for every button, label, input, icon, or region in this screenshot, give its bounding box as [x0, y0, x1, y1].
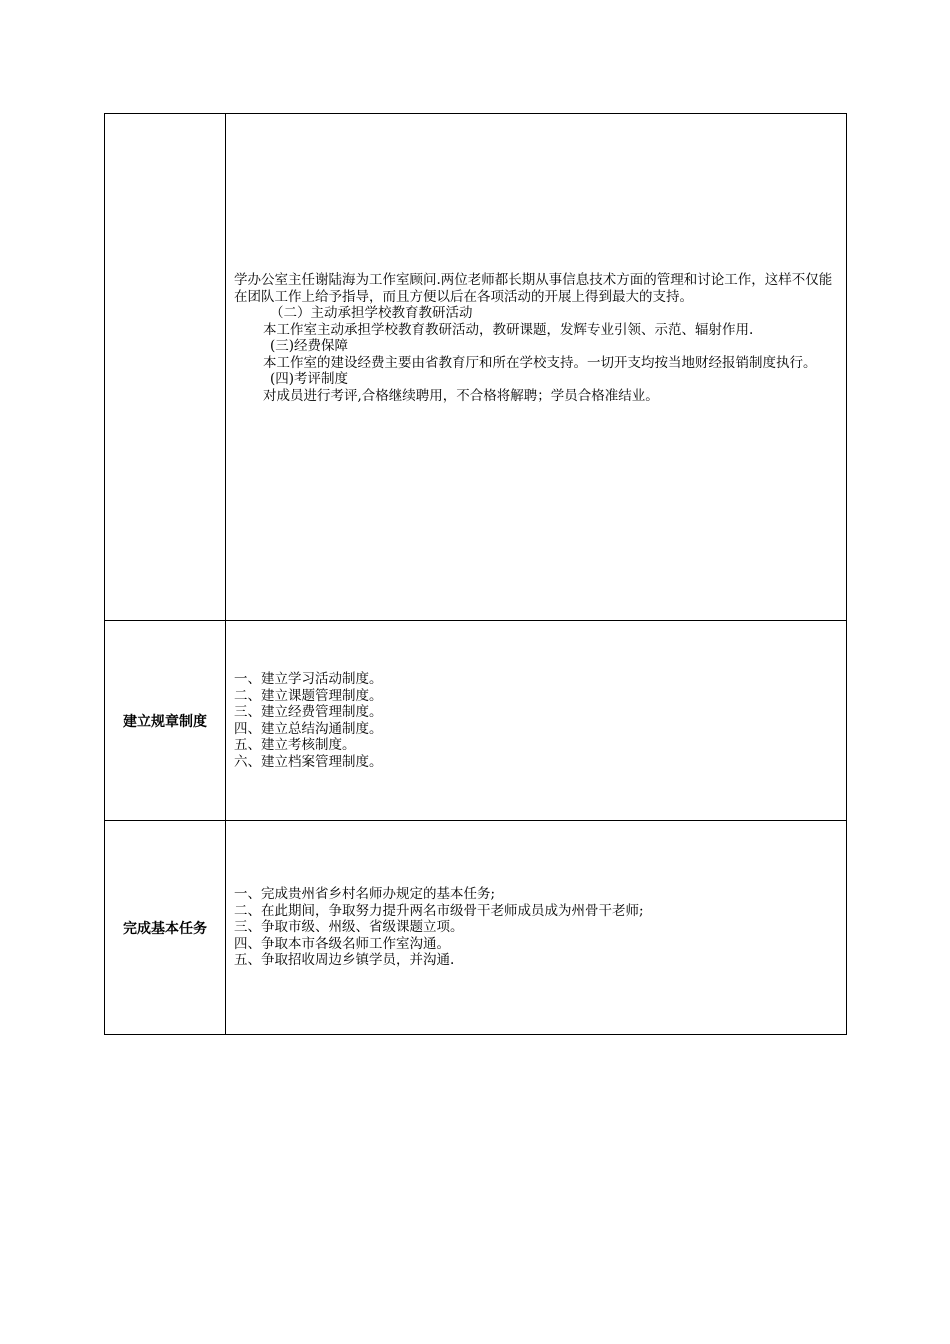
- paragraph-advisor: 学办公室主任谢陆海为工作室顾问.两位老师都长期从事信息技术方面的管理和讨论工作，这样不仅能在团队工作上给予指导，而且方便以后在各项活动的开展上得到最大的支持。: [234, 272, 833, 305]
- list-item: 六、建立档案管理制度。: [234, 753, 383, 770]
- heading-evaluation: (四)考评制度: [270, 371, 349, 387]
- row-label-regulations: 建立规章制度: [105, 621, 226, 821]
- list-item: 五、建立考核制度。: [234, 737, 356, 753]
- row-label-empty: [105, 114, 226, 621]
- list-item: 三、建立经费管理制度。: [234, 704, 383, 720]
- paragraph-teaching-research: 本工作室主动承担学校教育教研活动，教研课题，发辉专业引领、示范、辐射作用.: [263, 321, 754, 338]
- plan-table: [104, 113, 847, 1035]
- table-row-regulations: [105, 621, 847, 821]
- list-item: 二、建立课题管理制度。: [234, 687, 383, 704]
- regulations-list: [226, 621, 847, 821]
- list-item: 一、完成贵州省乡村名师办规定的基本任务;: [234, 886, 496, 903]
- heading-teaching-research: （二）主动承担学校教育教研活动: [270, 305, 473, 321]
- row-label-tasks: 完成基本任务: [105, 821, 226, 1035]
- list-item: 三、争取市级、州级、省级课题立项。: [234, 919, 464, 936]
- list-item: 五、争取招收周边乡镇学员，并沟通.: [234, 952, 455, 969]
- list-item: 一、建立学习活动制度。: [234, 671, 383, 687]
- paragraph-evaluation: 对成员进行考评,合格继续聘用，不合格将解聘；学员合格准结业。: [263, 387, 659, 404]
- table-row-management: [105, 114, 847, 621]
- paragraph-funding: 本工作室的建设经费主要由省教育厅和所在学校支持。一切开支均按当地财经报销制度执行。: [263, 354, 817, 371]
- list-item: 四、建立总结沟通制度。: [234, 720, 383, 737]
- heading-funding: (三)经费保障: [270, 338, 349, 354]
- list-item: 四、争取本市各级名师工作室沟通。: [234, 935, 450, 952]
- management-content: [226, 114, 847, 621]
- tasks-list: [226, 821, 847, 1035]
- list-item: 二、在此期间，争取努力提升两名市级骨干老师成员成为州骨干老师;: [234, 902, 644, 919]
- table-row-tasks: [105, 821, 847, 1035]
